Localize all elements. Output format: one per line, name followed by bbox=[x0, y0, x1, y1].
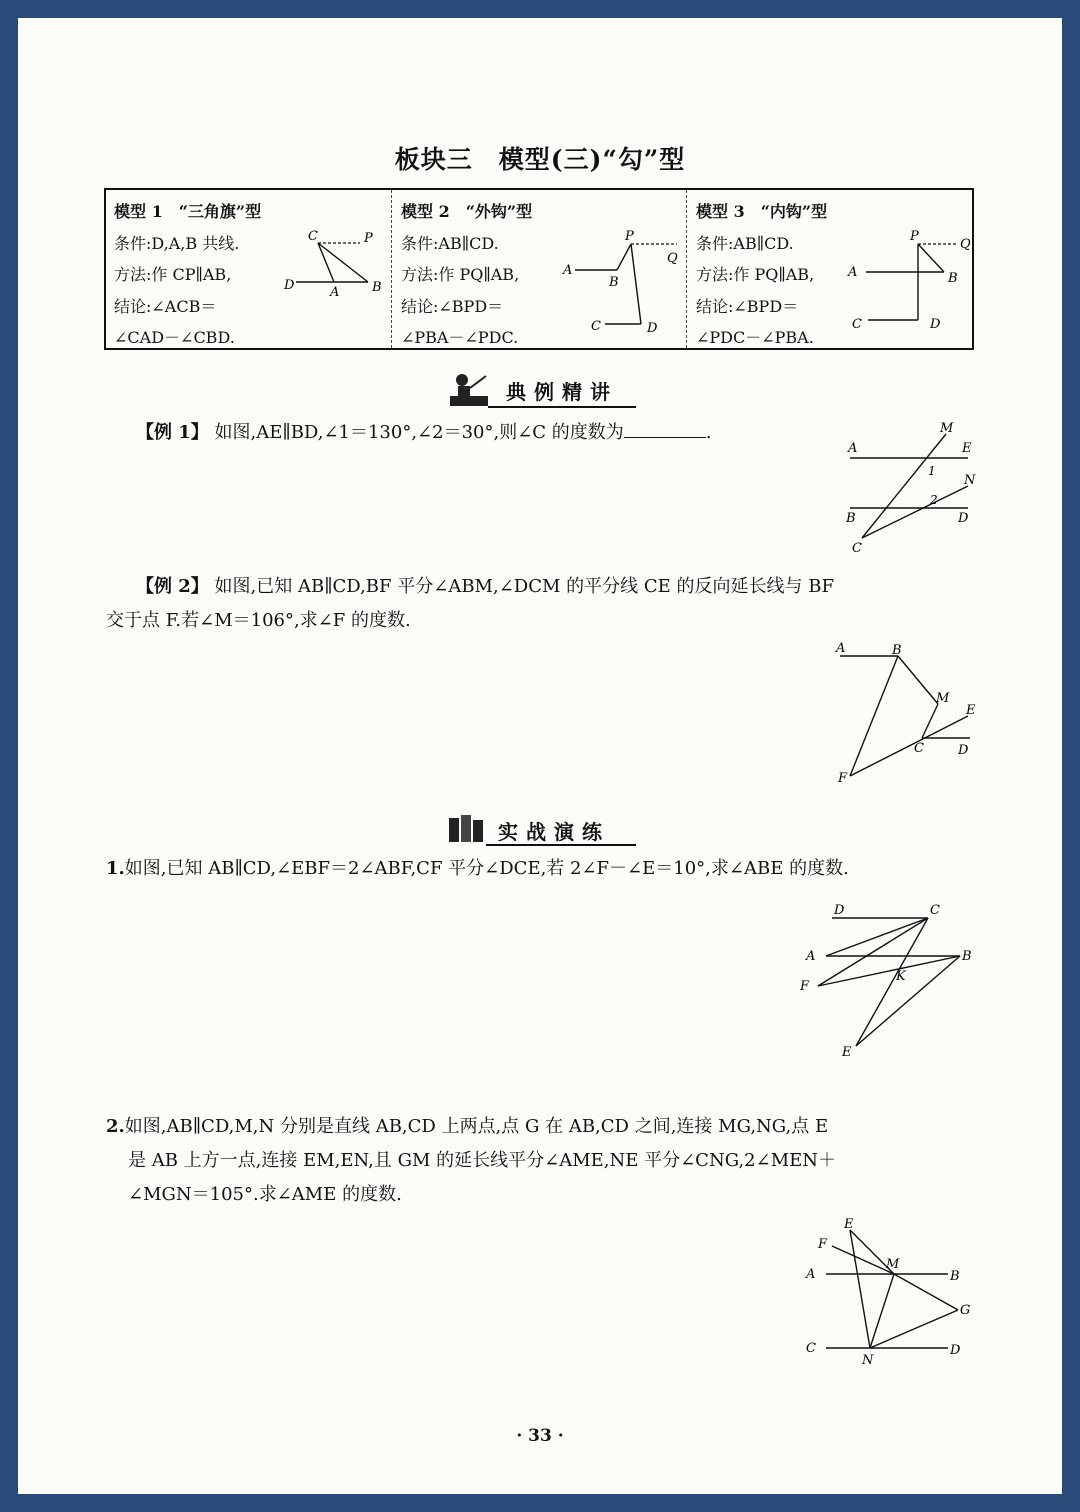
example-2-tag: 【例 2】 bbox=[136, 576, 209, 597]
example-1-label-e: E bbox=[962, 441, 972, 456]
teacher-icon bbox=[446, 370, 492, 410]
model-1-label-d: D bbox=[284, 278, 295, 293]
model-2-label-a: A bbox=[563, 263, 573, 278]
model-2-label-p: P bbox=[625, 229, 634, 244]
problem-1-label-k: K bbox=[896, 969, 906, 984]
problem-2-figure bbox=[798, 1214, 978, 1374]
problem-1-label-c: C bbox=[930, 903, 940, 918]
example-1-label-2: 2 bbox=[930, 493, 938, 507]
model-3-conclusion-2: ∠PDC－∠PBA. bbox=[696, 328, 814, 347]
example-1-label-1: 1 bbox=[928, 464, 936, 478]
model-2-condition: 条件:AB∥CD. bbox=[401, 233, 499, 253]
model-1-head: 模型 1 “三角旗”型 bbox=[114, 202, 262, 221]
model-2-label-q: Q bbox=[667, 251, 678, 266]
problem-2-line-1: 如图,AB∥CD,M,N 分别是直线 AB,CD 上两点,点 G 在 AB,CD 之间,连接 MG,NG,点 E bbox=[124, 1116, 829, 1137]
model-2-figure bbox=[561, 224, 685, 344]
model-2-head: 模型 2 “外钩”型 bbox=[401, 202, 533, 221]
example-1-label-m: M bbox=[940, 421, 954, 436]
model-3-conclusion: 结论:∠BPD＝ bbox=[696, 296, 799, 316]
page-title: 板块三 模型(三)“勾”型 bbox=[394, 145, 686, 174]
section-heading-examples: 典例精讲 bbox=[506, 380, 618, 404]
section-heading-practice: 实战演练 bbox=[498, 820, 610, 844]
problem-1-label-b: B bbox=[962, 949, 972, 964]
model-1-figure bbox=[278, 226, 390, 302]
model-2 bbox=[393, 190, 685, 348]
problem-1-label-e: E bbox=[842, 1045, 852, 1060]
model-1-label-p: P bbox=[364, 231, 373, 246]
model-3-label-b: B bbox=[948, 271, 958, 286]
model-3-label-q: Q bbox=[960, 237, 971, 252]
problem-1-label-d: D bbox=[834, 903, 845, 918]
example-2-label-m: M bbox=[936, 691, 950, 706]
example-1 bbox=[136, 416, 712, 450]
model-3-condition: 条件:AB∥CD. bbox=[696, 233, 794, 253]
models-table bbox=[104, 188, 974, 350]
example-2 bbox=[136, 570, 834, 604]
model-1-label-c: C bbox=[308, 229, 318, 244]
problem-1-number: 1. bbox=[106, 858, 125, 879]
example-2-label-b: B bbox=[892, 643, 902, 658]
example-2-label-d: D bbox=[958, 743, 969, 758]
example-2-label-f: F bbox=[838, 771, 848, 786]
section-underline bbox=[488, 406, 636, 408]
books-icon bbox=[446, 812, 486, 846]
example-2-line-2: 交于点 F.若∠M＝106°,求∠F 的度数. bbox=[106, 610, 411, 631]
model-1-conclusion-2: ∠CAD－∠CBD. bbox=[114, 328, 235, 347]
problem-2-label-e: E bbox=[844, 1217, 854, 1232]
model-3-head: 模型 3 “内钩”型 bbox=[696, 202, 828, 221]
model-3-figure bbox=[846, 224, 974, 344]
example-2-label-a: A bbox=[836, 642, 846, 656]
example-1-figure bbox=[840, 420, 980, 560]
example-1-tag: 【例 1】 bbox=[136, 422, 209, 443]
model-1-label-b: B bbox=[372, 280, 382, 295]
models-divider bbox=[686, 190, 687, 348]
problem-1-text: 如图,已知 AB∥CD,∠EBF＝2∠ABF,CF 平分∠DCE,若 2∠F－∠E＝10°,求∠ABE 的度数. bbox=[124, 858, 849, 879]
model-3-label-d: D bbox=[930, 317, 941, 332]
model-1-method: 方法:作 CP∥AB, bbox=[114, 265, 232, 284]
model-3-method: 方法:作 PQ∥AB, bbox=[696, 265, 815, 284]
example-1-label-n: N bbox=[964, 473, 976, 488]
problem-2-label-n: N bbox=[862, 1353, 874, 1368]
problem-2-label-c: C bbox=[806, 1341, 816, 1356]
models-divider bbox=[391, 190, 392, 348]
problem-2-line-3: ∠MGN＝105°.求∠AME 的度数. bbox=[128, 1184, 402, 1205]
problem-2-line-2: 是 AB 上方一点,连接 EM,EN,且 GM 的延长线平分∠AME,NE 平分∠CNG,2∠MEN＋ bbox=[128, 1150, 837, 1171]
model-3-label-c: C bbox=[852, 317, 862, 332]
problem-1-label-f: F bbox=[800, 979, 810, 994]
example-1-label-b: B bbox=[846, 511, 856, 526]
page-number: · 33 · bbox=[516, 1426, 564, 1446]
problem-2 bbox=[106, 1110, 828, 1144]
example-1-label-d: D bbox=[958, 511, 969, 526]
section-underline bbox=[486, 844, 636, 846]
model-3 bbox=[688, 190, 974, 348]
example-2-label-e: E bbox=[966, 703, 976, 718]
answer-blank[interactable] bbox=[624, 419, 706, 438]
model-2-label-d: D bbox=[647, 321, 658, 336]
problem-2-label-b: B bbox=[950, 1269, 960, 1284]
model-1-conclusion: 结论:∠ACB＝ bbox=[114, 296, 217, 316]
example-2-line-1: 如图,已知 AB∥CD,BF 平分∠ABM,∠DCM 的平分线 CE 的反向延长线与 BF bbox=[214, 576, 834, 597]
model-2-conclusion-2: ∠PBA－∠PDC. bbox=[401, 328, 519, 347]
problem-2-number: 2. bbox=[106, 1116, 125, 1137]
model-2-conclusion: 结论:∠BPD＝ bbox=[401, 296, 504, 316]
example-1-end: . bbox=[705, 422, 712, 443]
problem-1 bbox=[106, 852, 849, 886]
problem-2-label-a: A bbox=[806, 1267, 816, 1282]
model-3-label-p: P bbox=[910, 229, 919, 244]
problem-2-label-m: M bbox=[886, 1257, 900, 1272]
example-2-figure bbox=[830, 642, 980, 786]
example-2-label-c: C bbox=[914, 741, 924, 756]
page bbox=[18, 18, 1062, 1494]
model-1-label-a: A bbox=[330, 285, 340, 300]
problem-2-label-f: F bbox=[818, 1237, 828, 1252]
model-1-condition: 条件:D,A,B 共线. bbox=[114, 233, 240, 253]
example-1-text: 如图,AE∥BD,∠1＝130°,∠2＝30°,则∠C 的度数为 bbox=[214, 422, 624, 443]
model-2-method: 方法:作 PQ∥AB, bbox=[401, 265, 520, 284]
example-1-label-a: A bbox=[848, 441, 858, 456]
problem-2-label-g: G bbox=[960, 1303, 971, 1318]
model-2-label-b: B bbox=[609, 275, 619, 290]
problem-2-label-d: D bbox=[950, 1343, 961, 1358]
problem-1-figure bbox=[796, 902, 976, 1062]
model-1 bbox=[106, 190, 391, 348]
problem-1-label-a: A bbox=[806, 949, 816, 964]
model-2-label-c: C bbox=[591, 319, 601, 334]
model-3-label-a: A bbox=[848, 265, 858, 280]
example-1-label-c: C bbox=[852, 541, 862, 556]
